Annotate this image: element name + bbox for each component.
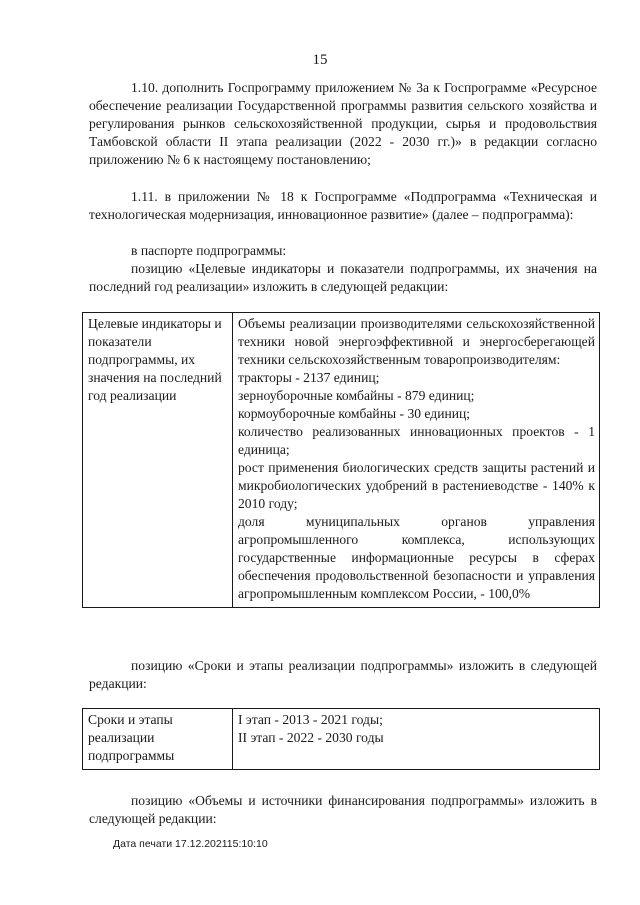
page-number: 15: [312, 52, 328, 68]
stage-line: I этап - 2013 - 2021 годы;: [238, 712, 383, 727]
paragraph-position-indicators: позицию «Целевые индикаторы и показатели подпрограммы, их значения на последний год реализации» изложить в следующей редакции:: [89, 261, 597, 294]
table-row: [83, 313, 600, 608]
paragraph-passport: в паспорте подпрограммы:: [131, 243, 287, 258]
stage-line: II этап - 2022 - 2030 годы: [238, 730, 384, 745]
paragraph-1-11: 1.11. в приложении № 18 к Госпрограмме «Подпрограмма «Техническая и технологическая модернизация, инновационное развитие» (далее – подпрограмма):: [89, 189, 597, 222]
paragraph-position-financing: позицию «Объемы и источники финансирования подпрограммы» изложить в следующей редакции:: [89, 793, 597, 826]
indicators-label-cell: Целевые индикаторы и показатели подпрограммы, их значения на последний год реализации: [83, 313, 233, 608]
table-row: [83, 709, 600, 770]
indicator-line: зерноуборочные комбайны - 879 единиц;: [238, 388, 475, 403]
indicator-line: тракторы - 2137 единиц;: [238, 370, 380, 385]
indicators-value-cell: [233, 313, 600, 608]
indicator-line: Объемы реализации производителями сельскохозяйственной техники новой энергоэффективной и энергосберегающей техники сельскохозяйственным товаропроизводителям:: [238, 316, 595, 367]
indicator-line: рост применения биологических средств защиты растений и микробиологических удобрений в растениеводстве - 140% к 2010 году;: [238, 460, 595, 511]
indicator-line: кормоуборочные комбайны - 30 единиц;: [238, 406, 471, 421]
paragraph-1-10: 1.10. дополнить Госпрограмму приложением № 3а к Госпрограмме «Ресурсное обеспечение реализации Государственной программы развития сельского хозяйства и регулирования рынков сельскохозяйственной продукции, сырья и продовольствия Тамбовской области II этапа реализации (2022 - 2030 гг.)» в редакции согласно приложению № 6 к настоящему постановлению;: [89, 80, 597, 167]
terms-label-cell: Сроки и этапы реализации подпрограммы: [83, 709, 233, 770]
indicator-line: количество реализованных инновационных проектов - 1 единица;: [238, 424, 595, 457]
terms-table: [82, 708, 600, 770]
paragraph-position-terms: позицию «Сроки и этапы реализации подпрограммы» изложить в следующей редакции:: [89, 658, 597, 691]
indicator-line: доля муниципальных органов управления агропромышленного комплекса, использующих государственные информационные ресурсы в сферах обеспечения продовольственной безопасности и управления агропромышленным комплексом России, - 100,0%: [238, 514, 595, 601]
print-date-footer: Дата печати 17.12.202115:10:10: [113, 838, 268, 850]
indicators-table: [82, 312, 600, 608]
terms-value-cell: [233, 709, 600, 770]
